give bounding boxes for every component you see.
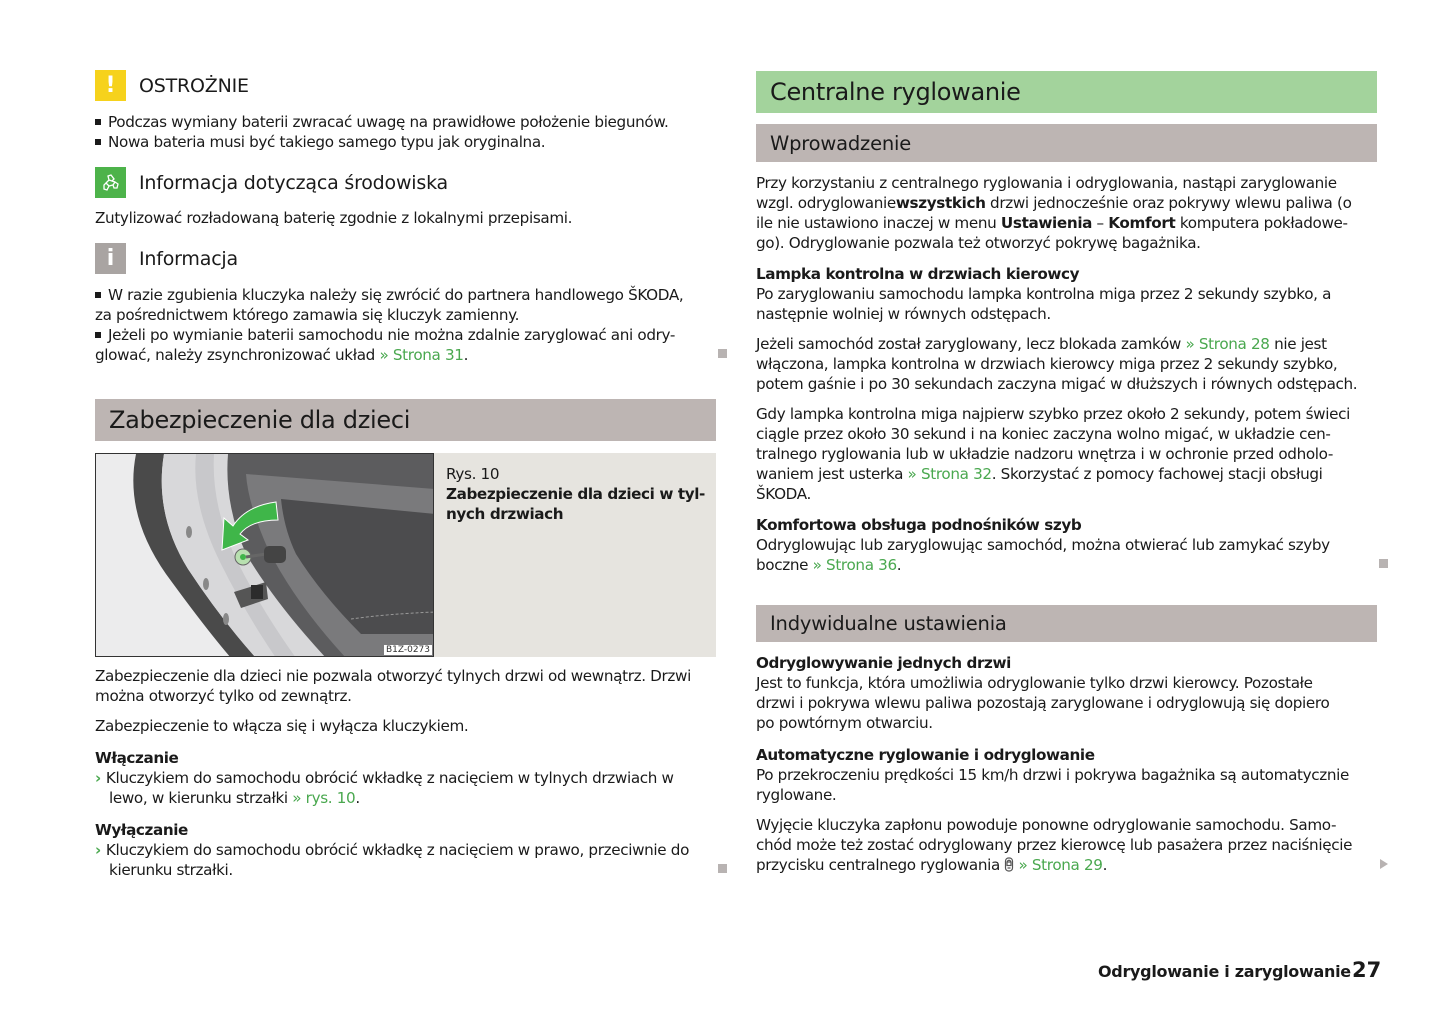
warning-exclamation-icon: ! bbox=[95, 70, 126, 101]
lamp2-line bbox=[756, 334, 1327, 354]
info-text-line bbox=[95, 345, 468, 365]
text: przycisku centralnego ryglowania bbox=[756, 856, 1005, 874]
punctuation: . bbox=[896, 556, 902, 574]
figure-code: B1Z-0273 bbox=[385, 645, 430, 655]
info-icon: i bbox=[95, 243, 126, 274]
single-door-line: drzwi i pokrywa wlewu paliwa pozostają zaryglowane i odryglowują się dopiero bbox=[756, 694, 1330, 712]
text: ile nie ustawiono inaczej w menu bbox=[756, 214, 1001, 232]
lamp3-line: ciągle przez około 30 sekund i na koniec zaczyna wolno migać, w układzie cen- bbox=[756, 425, 1331, 443]
info-header bbox=[95, 243, 238, 274]
section-heading-child-lock: Zabezpieczenie dla dzieci bbox=[95, 399, 716, 441]
caution-bullet-text: Nowa bateria musi być takiego samego typu jak oryginalna. bbox=[108, 133, 546, 151]
text: nie jest bbox=[1269, 335, 1327, 353]
figure-caption bbox=[446, 464, 706, 524]
step-text: lewo, w kierunku strzałki bbox=[109, 789, 293, 807]
caution-bullet-text: Podczas wymiany baterii zwracać uwagę na prawidłowe położenie biegunów. bbox=[108, 113, 669, 131]
child-lock-paragraph: Zabezpieczenie to włącza się i wyłącza kluczykiem. bbox=[95, 717, 469, 735]
bullet-icon bbox=[95, 332, 101, 338]
info-text: glować, należy zsynchronizować układ bbox=[95, 346, 380, 364]
text: – bbox=[1092, 214, 1109, 232]
windows-line: Odryglowując lub zaryglowując samochód, można otwierać lub zamykać szyby bbox=[756, 536, 1330, 554]
punctuation: . bbox=[1102, 856, 1108, 874]
figure-title-line: nych drzwiach bbox=[446, 505, 564, 523]
page-36-link[interactable]: » Strona 36 bbox=[812, 556, 897, 574]
lamp-line: następnie wolniej w równych odstępach. bbox=[756, 305, 1051, 323]
bullet-icon bbox=[95, 139, 101, 145]
auto-lock-heading: Automatyczne ryglowanie i odryglowanie bbox=[756, 746, 1095, 764]
key-line bbox=[756, 855, 1107, 877]
info-text: W razie zgubienia kluczyka należy się zwrócić do partnera handlowego ŠKODA, bbox=[108, 286, 684, 304]
child-lock-paragraph: można otworzyć tylko od zewnątrz. bbox=[95, 687, 352, 705]
caution-header bbox=[95, 70, 249, 101]
chapter-heading-central-locking: Centralne ryglowanie bbox=[756, 71, 1377, 113]
auto-lock-line: ryglowane. bbox=[756, 786, 837, 804]
text: waniem jest usterka bbox=[756, 465, 908, 483]
figure-10-link[interactable]: » rys. 10 bbox=[292, 789, 356, 807]
emphasis: wszystkich bbox=[895, 194, 986, 212]
info-text: Jeżeli po wymianie baterii samochodu nie można zdalnie zaryglować ani odry- bbox=[108, 326, 676, 344]
enable-step-cont bbox=[95, 788, 360, 808]
lamp2-line: potem gaśnie i po 30 sekundach zaczyna migać w dłuższych i równych odstępach. bbox=[756, 375, 1358, 393]
menu-comfort: Komfort bbox=[1108, 214, 1176, 232]
caution-bullet bbox=[95, 132, 545, 152]
info-title: Informacja bbox=[139, 247, 238, 270]
page-29-link[interactable]: » Strona 29 bbox=[1018, 856, 1103, 874]
lamp-line: Po zaryglowaniu samochodu lampka kontrolna miga przez 2 sekundy szybko, a bbox=[756, 285, 1332, 303]
environment-title: Informacja dotycząca środowiska bbox=[139, 171, 448, 194]
recycle-environment-icon bbox=[95, 167, 126, 198]
figure-10 bbox=[95, 453, 716, 657]
page-number: 27 bbox=[1352, 958, 1382, 982]
text: komputera pokładowe- bbox=[1175, 214, 1348, 232]
text: boczne bbox=[756, 556, 813, 574]
menu-settings: Ustawienia bbox=[1000, 214, 1093, 232]
step-text: Kluczykiem do samochodu obrócić wkładkę z nacięciem w prawo, przeciwnie do bbox=[105, 841, 690, 859]
central-lock-button-icon bbox=[1004, 857, 1014, 877]
lamp3-line: tralnego ryglowania lub w układzie nadzoru wnętrza i w ochronie przed odholo- bbox=[756, 445, 1334, 463]
text: drzwi jednocześnie oraz pokrywy wlewu paliwa (o bbox=[985, 194, 1352, 212]
enable-step bbox=[95, 768, 674, 788]
page-31-link[interactable]: » Strona 31 bbox=[379, 346, 464, 364]
environment-text: Zutylizować rozładowaną baterię zgodnie z lokalnymi przepisami. bbox=[95, 209, 573, 227]
punctuation: . bbox=[463, 346, 469, 364]
info-text-line: za pośrednictwem którego zamawia się kluczyk zamienny. bbox=[95, 306, 520, 324]
step-arrow-icon: › bbox=[95, 841, 101, 859]
intro-line bbox=[756, 213, 1348, 233]
caution-title: OSTROŻNIE bbox=[139, 74, 249, 97]
lamp3-line bbox=[756, 464, 1323, 484]
caution-bullet bbox=[95, 112, 669, 132]
enable-heading: Włączanie bbox=[95, 749, 179, 767]
intro-line: go). Odryglowanie pozwala też otworzyć pokrywę bagażnika. bbox=[756, 234, 1201, 252]
section-heading-introduction: Wprowadzenie bbox=[756, 124, 1377, 162]
page-32-link[interactable]: » Strona 32 bbox=[907, 465, 992, 483]
section-heading-individual-settings: Indywidualne ustawienia bbox=[756, 605, 1377, 642]
bullet-icon bbox=[95, 292, 101, 298]
auto-lock-line: Po przekroczeniu prędkości 15 km/h drzwi i pokrywa bagażnika są automatycznie bbox=[756, 766, 1350, 784]
disable-step-cont: kierunku strzałki. bbox=[109, 861, 233, 879]
key-line: chód może też zostać odryglowany przez kierowcę lub pasażera przez naciśnięcie bbox=[756, 836, 1353, 854]
punctuation: . bbox=[355, 789, 360, 807]
door-child-lock-illustration bbox=[95, 453, 434, 657]
section-end-marker-icon bbox=[718, 864, 727, 873]
single-door-heading: Odryglowywanie jednych drzwi bbox=[756, 654, 1011, 672]
disable-heading: Wyłączanie bbox=[95, 821, 188, 839]
lamp-heading: Lampka kontrolna w drzwiach kierowcy bbox=[756, 265, 1080, 283]
lamp3-line: Gdy lampka kontrolna miga najpierw szybko przez około 2 sekundy, potem świeci bbox=[756, 405, 1350, 423]
figure-title-line: Zabezpieczenie dla dzieci w tyl- bbox=[446, 485, 705, 503]
continue-arrow-icon bbox=[1380, 859, 1388, 869]
windows-line bbox=[756, 555, 901, 575]
child-lock-paragraph: Zabezpieczenie dla dzieci nie pozwala otworzyć tylnych drzwi od wewnątrz. Drzwi bbox=[95, 667, 691, 685]
step-arrow-icon: › bbox=[95, 769, 101, 787]
intro-line bbox=[756, 193, 1352, 213]
single-door-line: po powtórnym otwarciu. bbox=[756, 714, 933, 732]
lamp3-line: ŠKODA. bbox=[756, 485, 812, 503]
section-end-marker-icon bbox=[718, 349, 727, 358]
text: . Skorzystać z pomocy fachowej stacji obsługi bbox=[991, 465, 1323, 483]
info-bullet bbox=[95, 285, 683, 305]
single-door-line: Jest to funkcja, która umożliwia odryglowanie tylko drzwi kierowcy. Pozostałe bbox=[756, 674, 1313, 692]
bullet-icon bbox=[95, 119, 101, 125]
windows-heading: Komfortowa obsługa podnośników szyb bbox=[756, 516, 1082, 534]
lamp2-line: włączona, lampka kontrolna w drzwiach kierowcy miga przez 2 sekundy szybko, bbox=[756, 355, 1338, 373]
text: Jeżeli samochód został zaryglowany, lecz blokada zamków bbox=[756, 335, 1186, 353]
figure-label: Rys. 10 bbox=[446, 465, 500, 483]
key-line: Wyjęcie kluczyka zapłonu powoduje ponowne odryglowanie samochodu. Samo- bbox=[756, 816, 1337, 834]
section-end-marker-icon bbox=[1379, 559, 1388, 568]
intro-line: Przy korzystaniu z centralnego ryglowania i odryglowania, nastąpi zaryglowanie bbox=[756, 174, 1337, 192]
disable-step bbox=[95, 840, 689, 860]
text: wzgl. odryglowanie bbox=[756, 194, 896, 212]
page-28-link[interactable]: » Strona 28 bbox=[1185, 335, 1270, 353]
info-bullet bbox=[95, 325, 675, 345]
step-text: Kluczykiem do samochodu obrócić wkładkę z nacięciem w tylnych drzwiach w bbox=[105, 769, 674, 787]
environment-header bbox=[95, 167, 448, 198]
footer-chapter-title: Odryglowanie i zaryglowanie bbox=[1098, 962, 1351, 981]
